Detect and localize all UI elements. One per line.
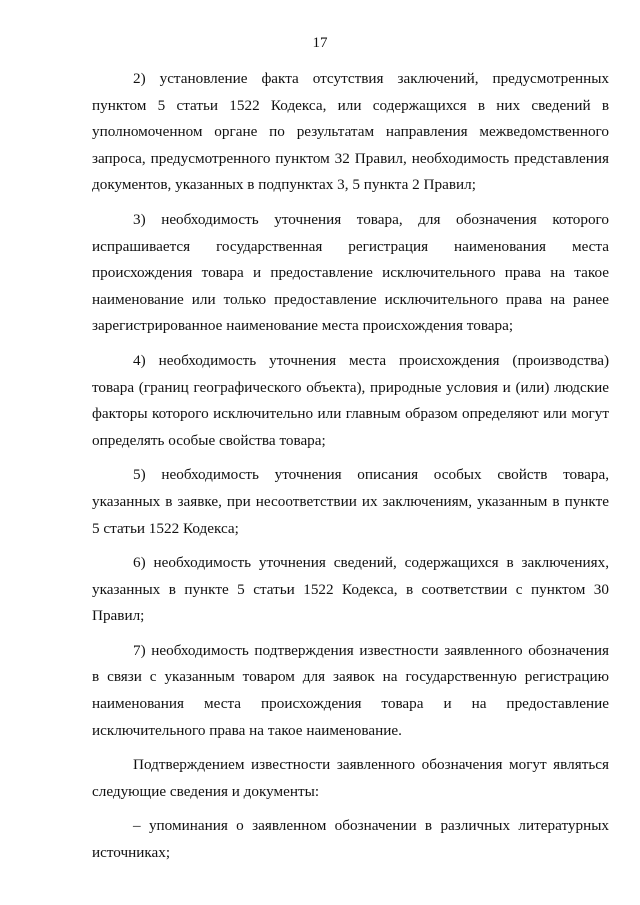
- paragraph-item-2: 2) установление факта отсутствия заключений, предусмотренных пунктом 5 статьи 1522 Кодекса, или содержащихся в них сведений в уполномоченном органе по результатам направления межведомственного запроса, предусмотренного пунктом 32 Правил, необходимость представления документов, указанных в подпунктах 3, 5 пункта 2 Правил;: [92, 70, 609, 194]
- paragraph-item-4: 4) необходимость уточнения места происхождения (производства) товара (границ географического объекта), природные условия и (или) людские факторы которого исключительно или главным образом определяют или могут определять особые свойства товара;: [92, 351, 609, 449]
- paragraph-evidence-intro: Подтверждением известности заявленного обозначения могут являться следующие сведения и документы:: [92, 756, 609, 800]
- paragraph-item-3: 3) необходимость уточнения товара, для обозначения которого испрашивается государственная регистрация наименования места происхождения товара и предоставление исключительного права на такое наименование или только предоставление исключительного права на ранее зарегистрированное наименование места происхождения товара;: [92, 210, 609, 335]
- page-number: 17: [312, 35, 328, 51]
- list-item-literary-sources: – упоминания о заявленном обозначении в различных литературных источниках;: [92, 817, 609, 862]
- paragraph-item-7: 7) необходимость подтверждения известности заявленного обозначения в связи с указанным товаром для заявок на государственную регистрацию наименования места происхождения товара и на предоставление исключительного права на такое наименование.: [92, 641, 609, 739]
- paragraph-item-6: 6) необходимость уточнения сведений, содержащихся в заключениях, указанных в пункте 5 статьи 1522 Кодекса, в соответствии с пунктом 30 Правил;: [92, 554, 609, 625]
- document-body: [92, 66, 609, 875]
- paragraph-item-5: 5) необходимость уточнения описания особых свойств товара, указанных в заявке, при несоответствии их заключениям, указанным в пункте 5 статьи 1522 Кодекса;: [92, 466, 609, 537]
